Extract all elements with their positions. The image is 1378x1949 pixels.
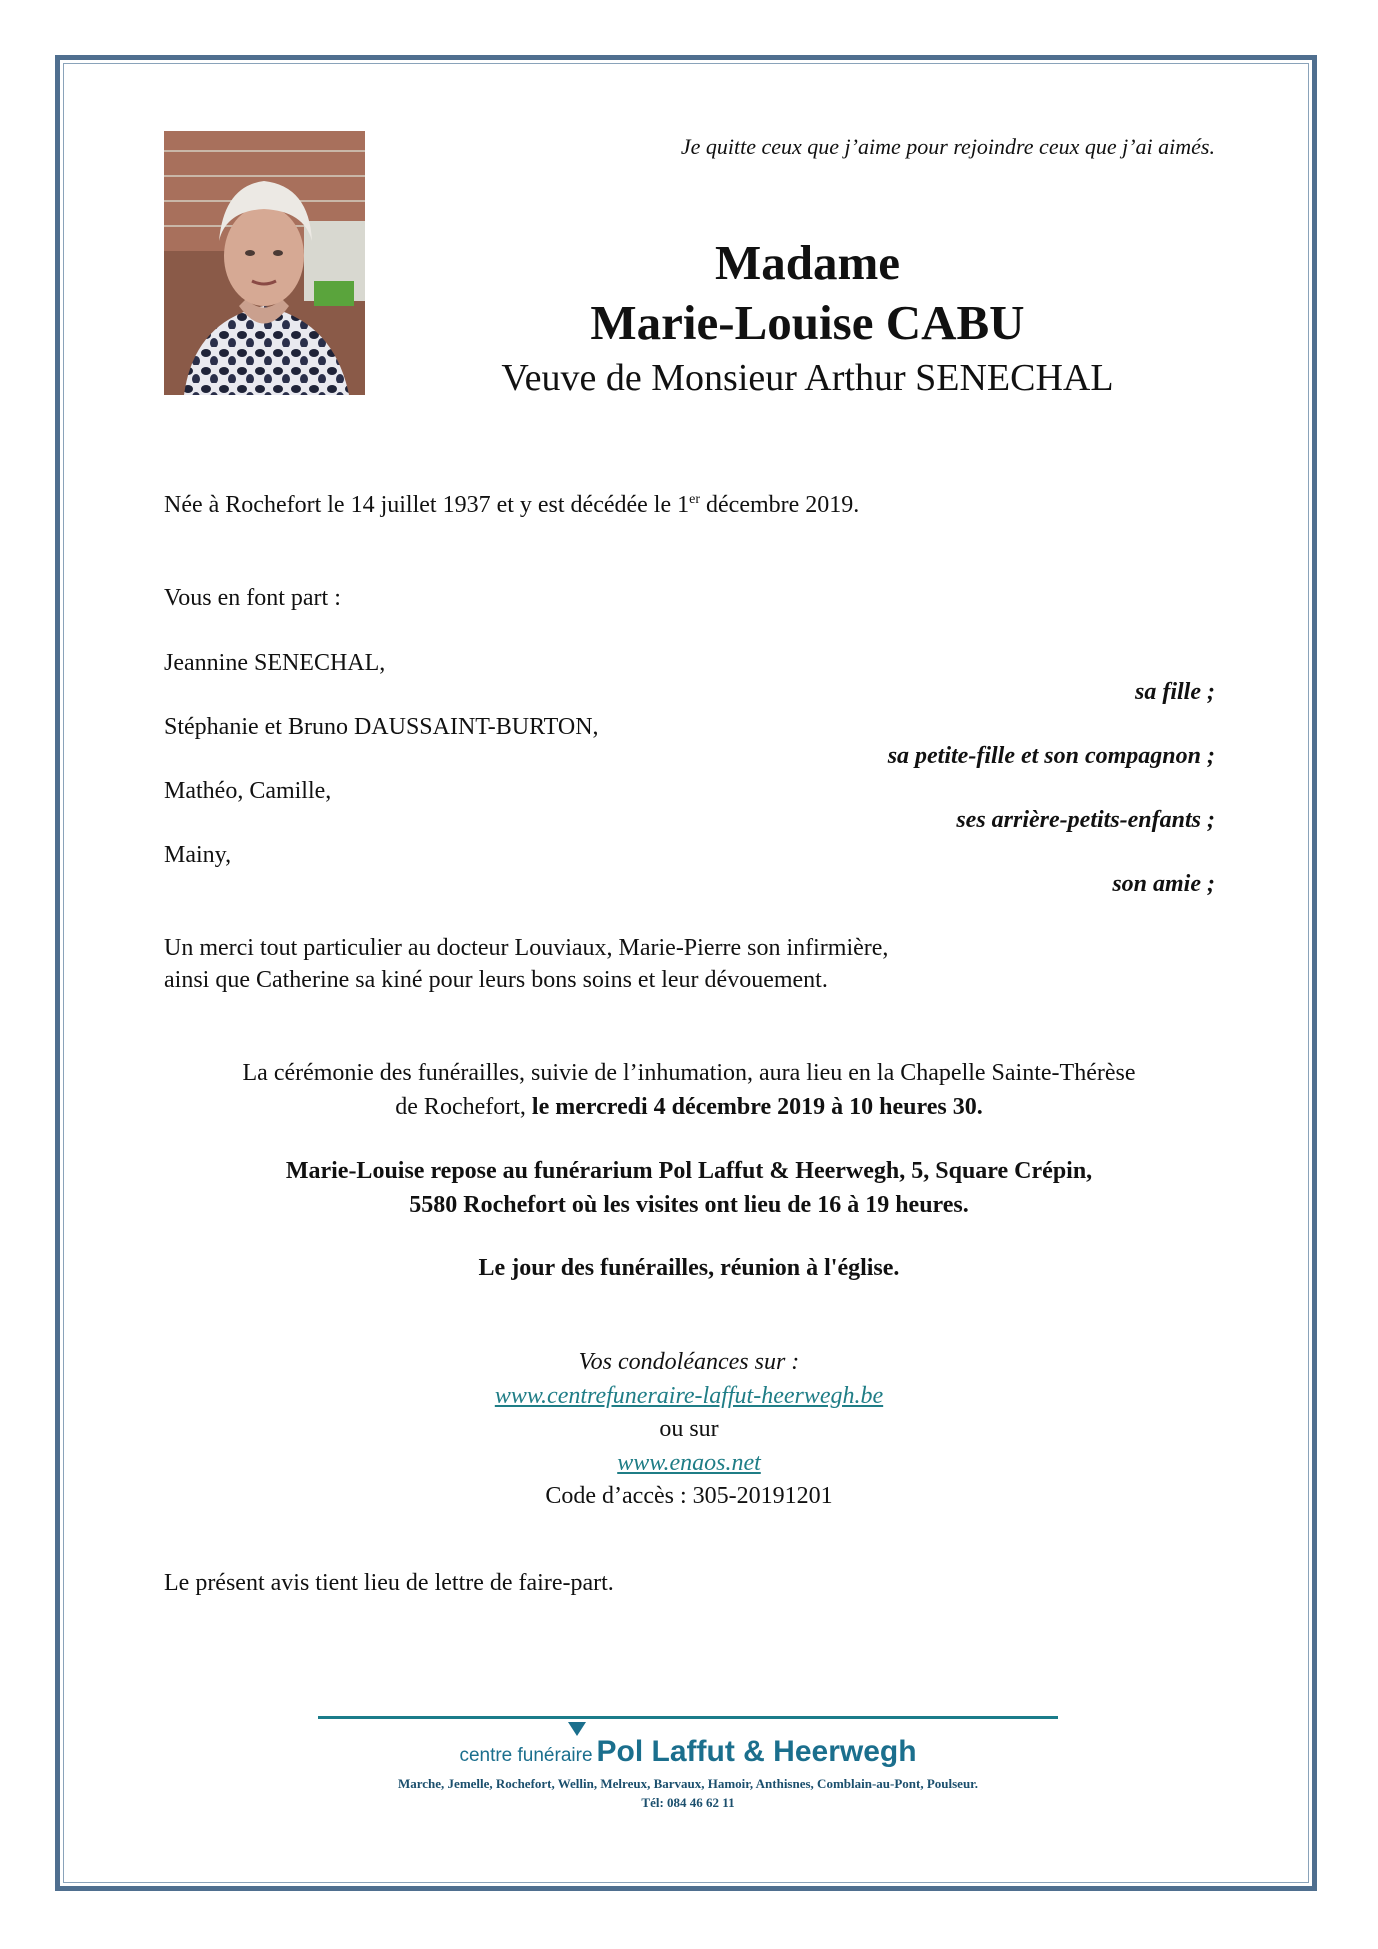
thanks-paragraph: Un merci tout particulier au docteur Louviaux, Marie-Pierre son infirmière, ainsi que Catherine sa kiné pour leurs bons soins et leur dévouement. xyxy=(164,935,889,994)
family-relation: son amie ; xyxy=(1112,871,1215,897)
family-relation: sa fille ; xyxy=(1135,679,1215,705)
closing-line: Le présent avis tient lieu de lettre de faire-part. xyxy=(164,1570,614,1596)
funeral-home-logo: centre funéraire Pol Laffut & Heerwegh xyxy=(459,1735,917,1768)
condolences-block: Vos condoléances sur : www.centrefuneraire-laffut-heerwegh.be ou sur www.enaos.net Code d’accès : 305-20191201 xyxy=(140,1346,1238,1514)
family-name: Mathéo, Camille, xyxy=(164,778,332,804)
family-relation: sa petite-fille et son compagnon ; xyxy=(887,743,1215,769)
access-code: Code d’accès : 305-20191201 xyxy=(545,1483,833,1510)
birth-death-line: Née à Rochefort le 14 juillet 1937 et y est décédée le 1er décembre 2019. xyxy=(164,492,860,518)
footer-phone: Tél: 084 46 62 11 xyxy=(641,1795,735,1810)
meeting-line: Le jour des funérailles, réunion à l'église. xyxy=(478,1255,900,1281)
portrait-photo xyxy=(164,131,365,395)
family-relation: ses arrière-petits-enfants ; xyxy=(956,807,1215,833)
family-name: Mainy, xyxy=(164,842,232,868)
salutation: Madame xyxy=(714,235,901,290)
ceremony-paragraph: La cérémonie des funérailles, suivie de l’inhumation, aura lieu en la Chapelle Sainte-Thérèse de Rochefort, le mercredi 4 décembre 2019 à 10 heures 30. xyxy=(242,1060,1136,1120)
family-name: Jeannine SENECHAL, xyxy=(164,650,386,676)
epigraph: Je quitte ceux que j’aime pour rejoindre ceux que j’ai aimés. xyxy=(680,134,1215,159)
condolence-link-1[interactable]: www.centrefuneraire-laffut-heerwegh.be xyxy=(494,1382,884,1409)
footer-locations: Marche, Jemelle, Rochefort, Wellin, Melreux, Barvaux, Hamoir, Anthisnes, Comblain-au-Pont, Poulseur. xyxy=(397,1776,979,1791)
announcers-intro: Vous en font part : xyxy=(164,585,341,611)
widow-line: Veuve de Monsieur Arthur SENECHAL xyxy=(501,357,1114,399)
visitation-paragraph: Marie-Louise repose au funérarium Pol Laffut & Heerwegh, 5, Square Crépin, 5580 Rochefort où les visites ont lieu de 16 à 19 heures. xyxy=(285,1158,1093,1218)
condolence-link-2[interactable]: www.enaos.net xyxy=(617,1449,761,1476)
family-name: Stéphanie et Bruno DAUSSAINT-BURTON, xyxy=(164,714,599,740)
deceased-name: Marie-Louise CABU xyxy=(590,295,1025,350)
footer-rule xyxy=(318,1716,1058,1719)
